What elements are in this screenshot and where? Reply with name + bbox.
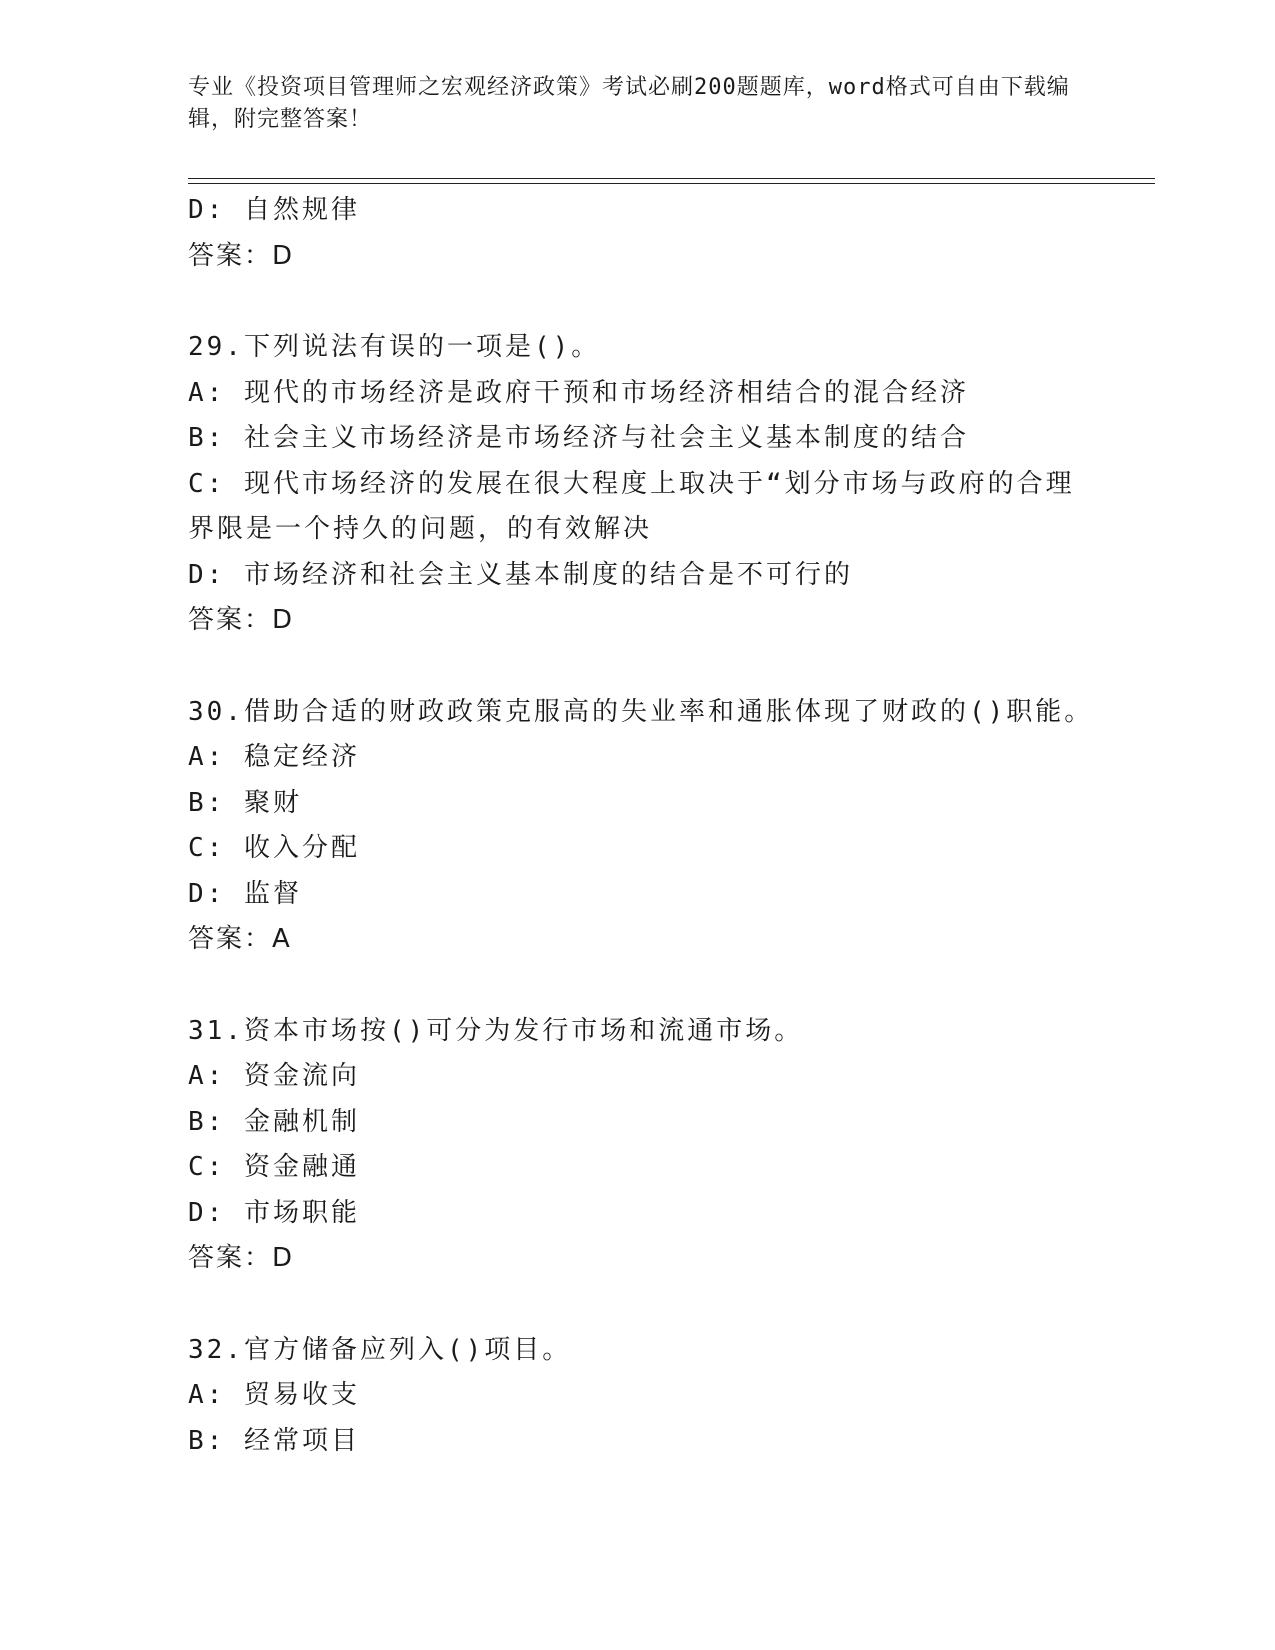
answer-line: 答案：D [188,1243,295,1273]
option-d: D: 自然规律 [188,195,360,225]
option-c: C: 收入分配 [188,833,360,863]
option-b: B: 聚财 [188,787,302,818]
document-header: 专业《投资项目管理师之宏观经济政策》考试必刷200题题库，word格式可自由下载编辑，附完整答案！ [188,75,1070,132]
option-b: B: 社会主义市场经济是市场经济与社会主义基本制度的结合 [188,423,969,453]
question-stem: 31.资本市场按()可分为发行市场和流通市场。 [188,1015,804,1046]
option-d: D: 监督 [188,878,302,909]
option-a: A: 稳定经济 [188,742,360,772]
option-a: A: 资金流向 [188,1061,360,1091]
option-c: C: 资金融通 [188,1152,360,1182]
question-stem: 30.借助合适的财政政策克服高的失业率和通胀体现了财政的()职能。 [188,696,1094,727]
option-b: B: 金融机制 [188,1106,360,1137]
question-list [188,188,1168,1464]
answer-line: 答案：D [188,605,295,635]
question-stem: 32.官方储备应列入()项目。 [188,1334,572,1365]
option-b: B: 经常项目 [188,1425,360,1456]
header-divider-top [188,178,1155,179]
question-stem: 29.下列说法有误的一项是()。 [188,332,601,362]
option-a: A: 现代的市场经济是政府干预和市场经济相结合的混合经济 [188,377,969,408]
option-d: D: 市场经济和社会主义基本制度的结合是不可行的 [188,559,853,590]
header-divider-bottom [188,183,1155,184]
option-a: A: 贸易收支 [188,1380,360,1410]
answer-line: 答案：A [188,924,292,954]
option-d: D: 市场职能 [188,1197,360,1228]
answer-line: 答案：D [188,240,295,271]
option-c: C: 现代市场经济的发展在很大程度上取决于“划分市场与政府的合理界限是一个持久的问题，的有效解决 [188,468,1075,544]
